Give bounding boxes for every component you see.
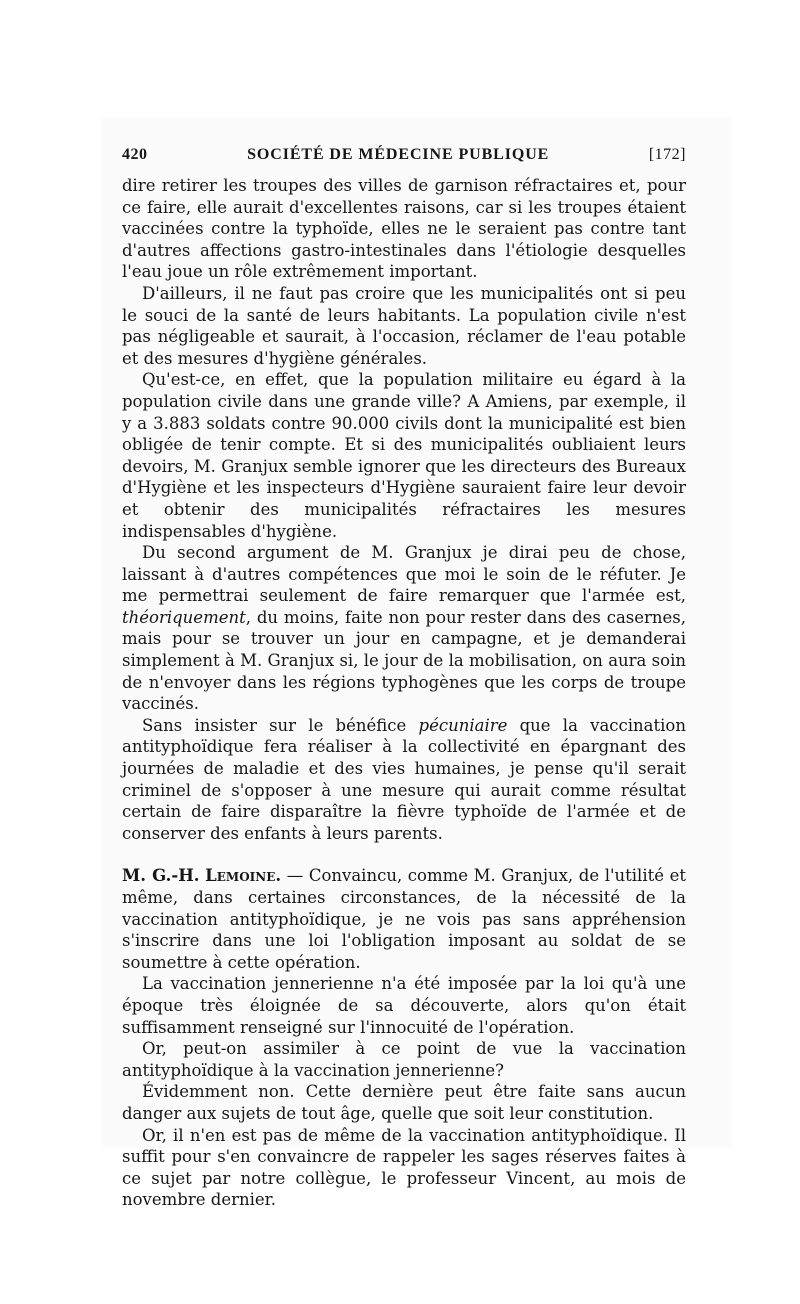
paragraph-4-part-1: Du second argument de M. Granjux je dirai peu de chose, laissant à d'autres compétences que moi le soin de le réfuter. Je me permettrai seulement de faire remarquer que l'armée est, — [122, 543, 686, 606]
speaker-initials: M. G.-H. — [122, 866, 200, 886]
paragraph-5-part-2: que la vaccination antityphoïdique fera réaliser à la collectivité en épargnant des journées de maladie et des vies humaines, je pense qu'il serait criminel de s'opposer à une mesure qui aurait comme résultat certain de faire disparaître la fièvre typhoïde de l'armée et de conserver des enfants à leurs parents. — [122, 715, 686, 843]
paragraph-5-part-1: Sans insister sur le bénéfice — [142, 715, 419, 735]
paragraph-5-italic: pécuniaire — [418, 715, 508, 735]
paragraph-2: D'ailleurs, il ne faut pas croire que les municipalités ont si peu le souci de la santé de leurs habitants. La population civile n'est pas négligeable et saurait, à l'occasion, réclamer de l'eau potable et des mesures d'hygiène générales. — [122, 283, 686, 368]
paragraph-1: dire retirer les troupes des villes de garnison réfractaires et, pour ce faire, elle aurait d'excellentes raisons, car si les troupes étaient vaccinées contre la typhoïde, elles ne le seraient pas contre tant d'autres affections gastro-intestinales dans l'étiologie desquelles l'eau joue un rôle extrêmement important. — [122, 176, 686, 282]
paragraph-4-part-2: , du moins, faite non pour rester dans des casernes, mais pour se trouver un jour en campagne, et je demanderai simplement à M. Granjux si, le jour de la mobilisation, on aura soin de n'envoyer dans les régions typhogènes que les corps de troupe vaccinés. — [122, 607, 686, 714]
bracket-page-number: [172] — [648, 146, 686, 163]
page-content — [122, 146, 686, 1211]
paragraph-4 — [122, 542, 686, 715]
paragraph-10: Or, il n'en est pas de même de la vaccination antityphoïdique. Il suffit pour s'en convaincre de rappeler les sages réserves faites à ce sujet par notre collègue, le professeur Vincent, au mois de novembre dernier. — [122, 1125, 686, 1210]
paragraph-4-italic: théoriquement — [122, 607, 246, 627]
page-number: 420 — [122, 146, 148, 163]
speaker-text: — Convaincu, comme M. Granjux, de l'utilité et même, dans certaines circonstances, de la nécessité de la vaccination antityphoïdique, je ne vois pas sans appréhension s'inscrire dans une loi l'obligation imposant au soldat de se soumettre à cette opération. — [122, 866, 686, 972]
running-title: SOCIÉTÉ DE MÉDECINE PUBLIQUE — [247, 146, 550, 163]
paragraph-8: Or, peut-on assimiler à ce point de vue la vaccination antityphoïdique à la vaccination jennerienne? — [122, 1039, 686, 1080]
running-header — [122, 146, 686, 164]
paragraph-7: La vaccination jennerienne n'a été imposée par la loi qu'à une époque très éloignée de sa découverte, alors qu'on était suffisamment renseigné sur l'innocuité de l'opération. — [122, 974, 686, 1037]
paragraph-9: Évidemment non. Cette dernière peut être faite sans aucun danger aux sujets de tout âge, quelle que soit leur constitution. — [122, 1082, 686, 1123]
paragraph-3: Qu'est-ce, en effet, que la population militaire eu égard à la population civile dans une grande ville? A Amiens, par exemple, il y a 3.883 soldats contre 90.000 civils dont la municipalité est bien obligée de tenir compte. Et si des municipalités oubliaient leurs devoirs, M. Granjux semble ignorer que les directeurs des Bureaux d'Hygiène et les inspecteurs d'Hygiène sauraient faire leur devoir et obtenir des municipalités réfractaires les mesures indispensables d'hygiène. — [122, 370, 686, 541]
speaker-paragraph — [122, 865, 686, 973]
speaker-surname: Lemoine. — [205, 866, 282, 886]
paragraph-5 — [122, 715, 686, 845]
